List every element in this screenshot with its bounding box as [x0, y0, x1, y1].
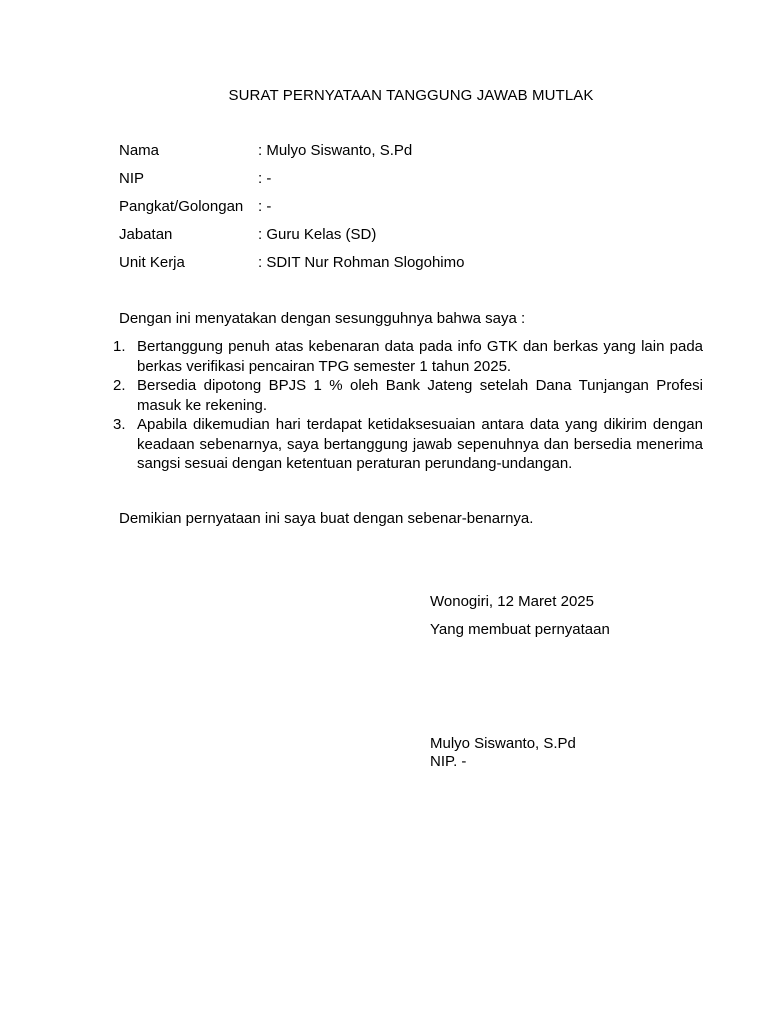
identity-value: : SDIT Nur Rohman Slogohimo	[258, 254, 465, 271]
statement-list	[109, 337, 703, 474]
identity-value: : -	[258, 198, 272, 215]
document-title: SURAT PERNYATAAN TANGGUNG JAWAB MUTLAK	[228, 87, 594, 104]
closing-paragraph: Demikian pernyataan ini saya buat dengan sebenar-benarnya.	[119, 510, 534, 527]
identity-label: Pangkat/Golongan	[119, 198, 244, 215]
identity-value: : Guru Kelas (SD)	[258, 226, 377, 243]
identity-row-pangkat	[119, 198, 709, 226]
signature-name: Mulyo Siswanto, S.Pd	[430, 735, 576, 752]
list-text: Bertanggung penuh atas kebenaran data pada info GTK dan berkas yang lain pada berkas verifikasi pencairan TPG semester 1 tahun 2025.	[137, 338, 703, 375]
list-number: 1.	[113, 338, 126, 355]
identity-row-jabatan	[119, 226, 709, 254]
identity-row-unit-kerja	[119, 254, 709, 282]
signature-block	[430, 593, 730, 771]
identity-label: Unit Kerja	[119, 254, 185, 271]
signature-place-date: Wonogiri, 12 Maret 2025	[430, 593, 594, 610]
signature-nip: NIP. -	[430, 753, 467, 770]
identity-value: : Mulyo Siswanto, S.Pd	[258, 142, 413, 159]
list-item	[109, 376, 703, 415]
identity-row-nama	[119, 142, 709, 170]
identity-label: Jabatan	[119, 226, 173, 243]
list-item	[109, 415, 703, 474]
identity-table	[119, 142, 709, 282]
identity-value: : -	[258, 170, 272, 187]
list-number: 2.	[113, 377, 126, 394]
identity-label: Nama	[119, 142, 160, 159]
identity-row-nip	[119, 170, 709, 198]
list-item	[109, 337, 703, 376]
signature-role: Yang membuat pernyataan	[430, 621, 610, 638]
list-text: Apabila dikemudian hari terdapat ketidaksesuaian antara data yang dikirim dengan keadaan sebenarnya, saya bertanggung jawab sepenuhnya dan bersedia menerima sangsi sesuai dengan ketentuan peraturan perundang-undangan.	[137, 416, 703, 472]
list-text: Bersedia dipotong BPJS 1 % oleh Bank Jateng setelah Dana Tunjangan Profesi masuk ke rekening.	[137, 377, 703, 414]
intro-paragraph: Dengan ini menyatakan dengan sesungguhnya bahwa saya :	[119, 310, 526, 327]
identity-label: NIP	[119, 170, 145, 187]
list-number: 3.	[113, 416, 126, 433]
